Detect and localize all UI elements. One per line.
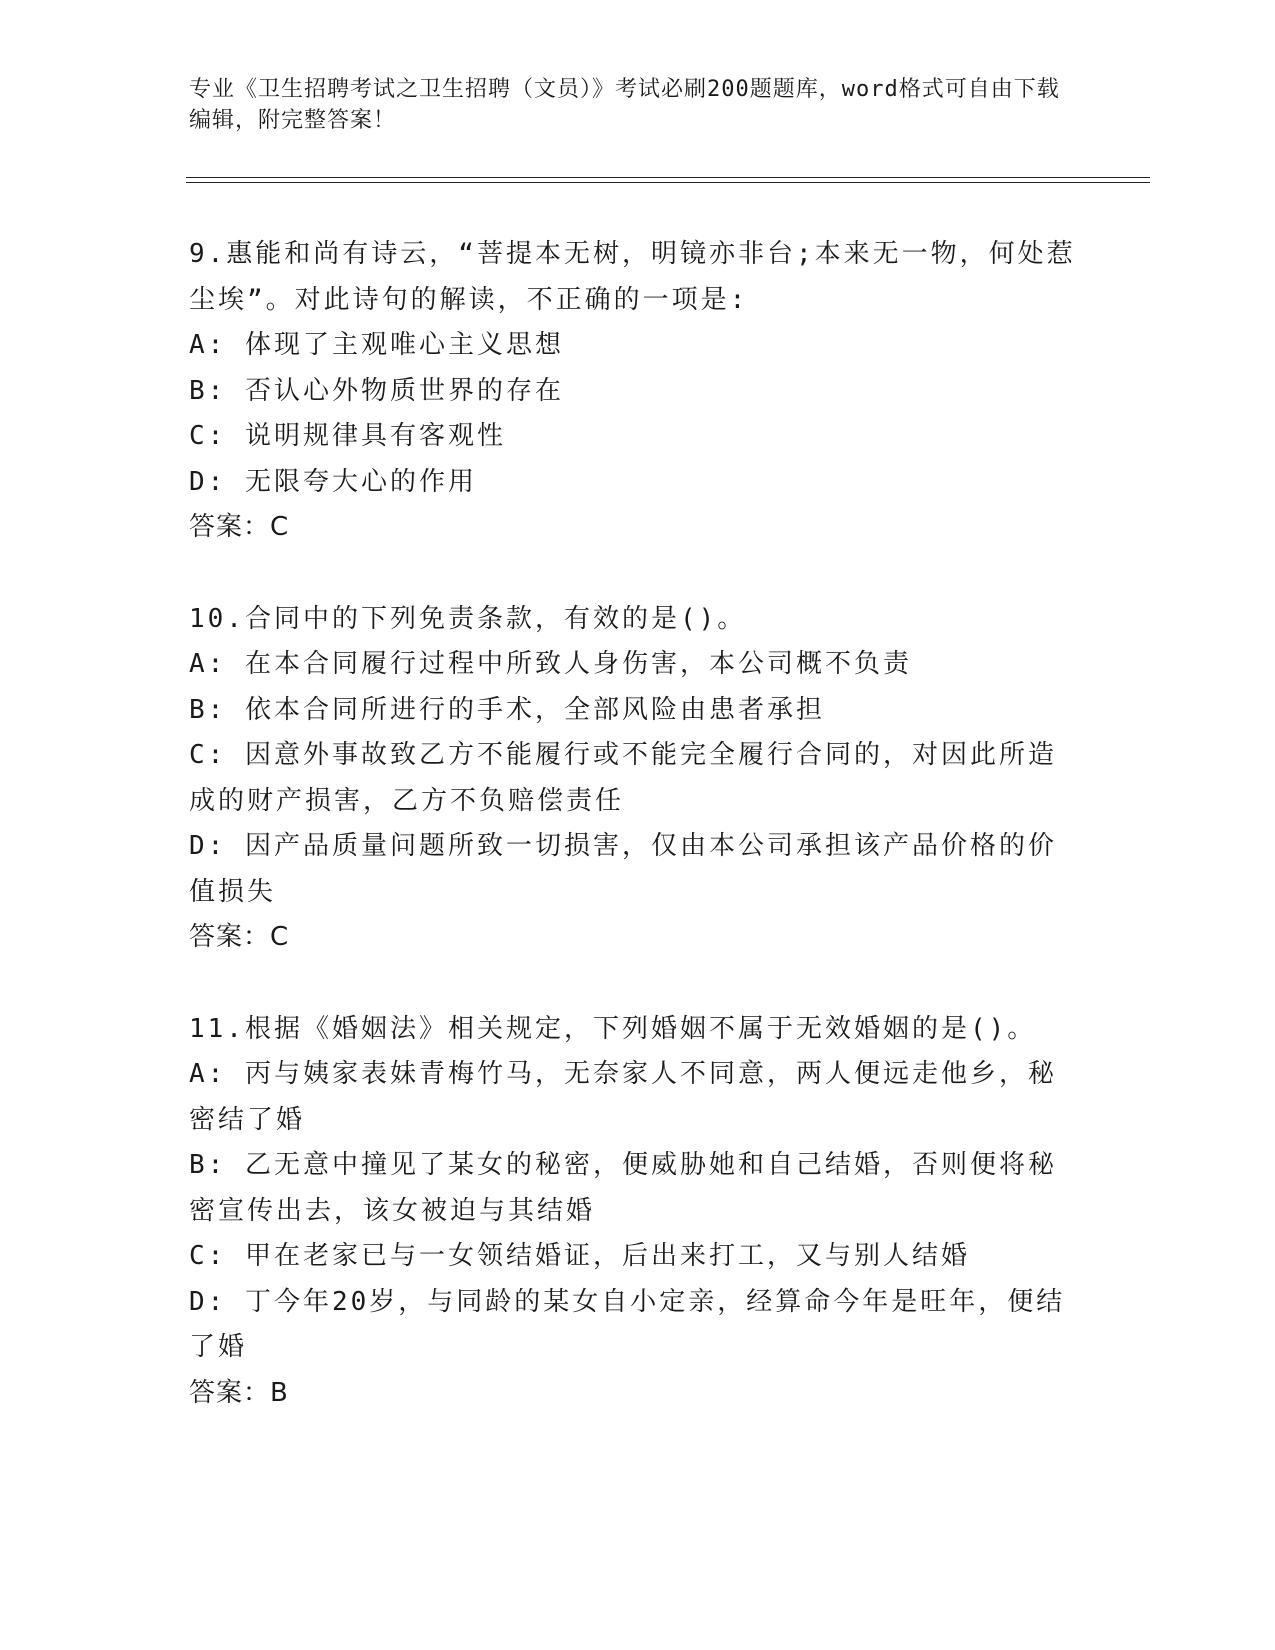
option-d: D: 丁今年20岁，与同龄的某女自小定亲，经算命今年是旺年，便结了婚 [189,1286,1066,1362]
question-list [189,232,1079,1462]
option-a: A: 丙与姨家表妹青梅竹马，无奈家人不同意，两人便远走他乡，秘密结了婚 [189,1059,1057,1135]
header-divider-top [186,177,1150,178]
question-item [189,232,1079,551]
question-stem: 11.根据《婚姻法》相关规定，下列婚姻不属于无效婚姻的是()。 [189,1013,1037,1044]
question-stem: 9.惠能和尚有诗云，“菩提本无树，明镜亦非台;本来无一物，何处惹尘埃”。对此诗句的解读，不正确的一项是: [189,239,1076,315]
question-item [189,597,1079,961]
option-d: D: 无限夸大心的作用 [189,466,477,497]
option-b: B: 乙无意中撞见了某女的秘密，便威胁她和自己结婚，否则便将秘密宣传出去，该女被迫与其结婚 [189,1150,1057,1226]
option-c: C: 说明规律具有客观性 [189,421,506,451]
answer-line: 答案：C [189,512,290,542]
document-header: 专业《卫生招聘考试之卫生招聘（文员）》考试必刷200题题库，word格式可自由下载编辑，附完整答案！ [189,77,1060,133]
answer-line: 答案：B [189,1377,289,1408]
question-item [189,1007,1079,1417]
option-c: C: 甲在老家已与一女领结婚证，后出来打工，又与别人结婚 [189,1241,970,1271]
option-b: B: 依本合同所进行的手术，全部风险由患者承担 [189,694,825,725]
question-stem: 10.合同中的下列免责条款，有效的是()。 [189,603,747,634]
option-a: A: 体现了主观唯心主义思想 [189,330,564,360]
option-b: B: 否认心外物质世界的存在 [189,375,564,406]
answer-line: 答案：C [189,922,290,952]
option-d: D: 因产品质量问题所致一切损害，仅由本公司承担该产品价格的价值损失 [189,831,1057,907]
header-divider-bottom [186,182,1150,183]
option-a: A: 在本合同履行过程中所致人身伤害，本公司概不负责 [189,649,912,679]
option-c: C: 因意外事故致乙方不能履行或不能完全履行合同的，对因此所造成的财产损害，乙方不负赔偿责任 [189,740,1057,816]
